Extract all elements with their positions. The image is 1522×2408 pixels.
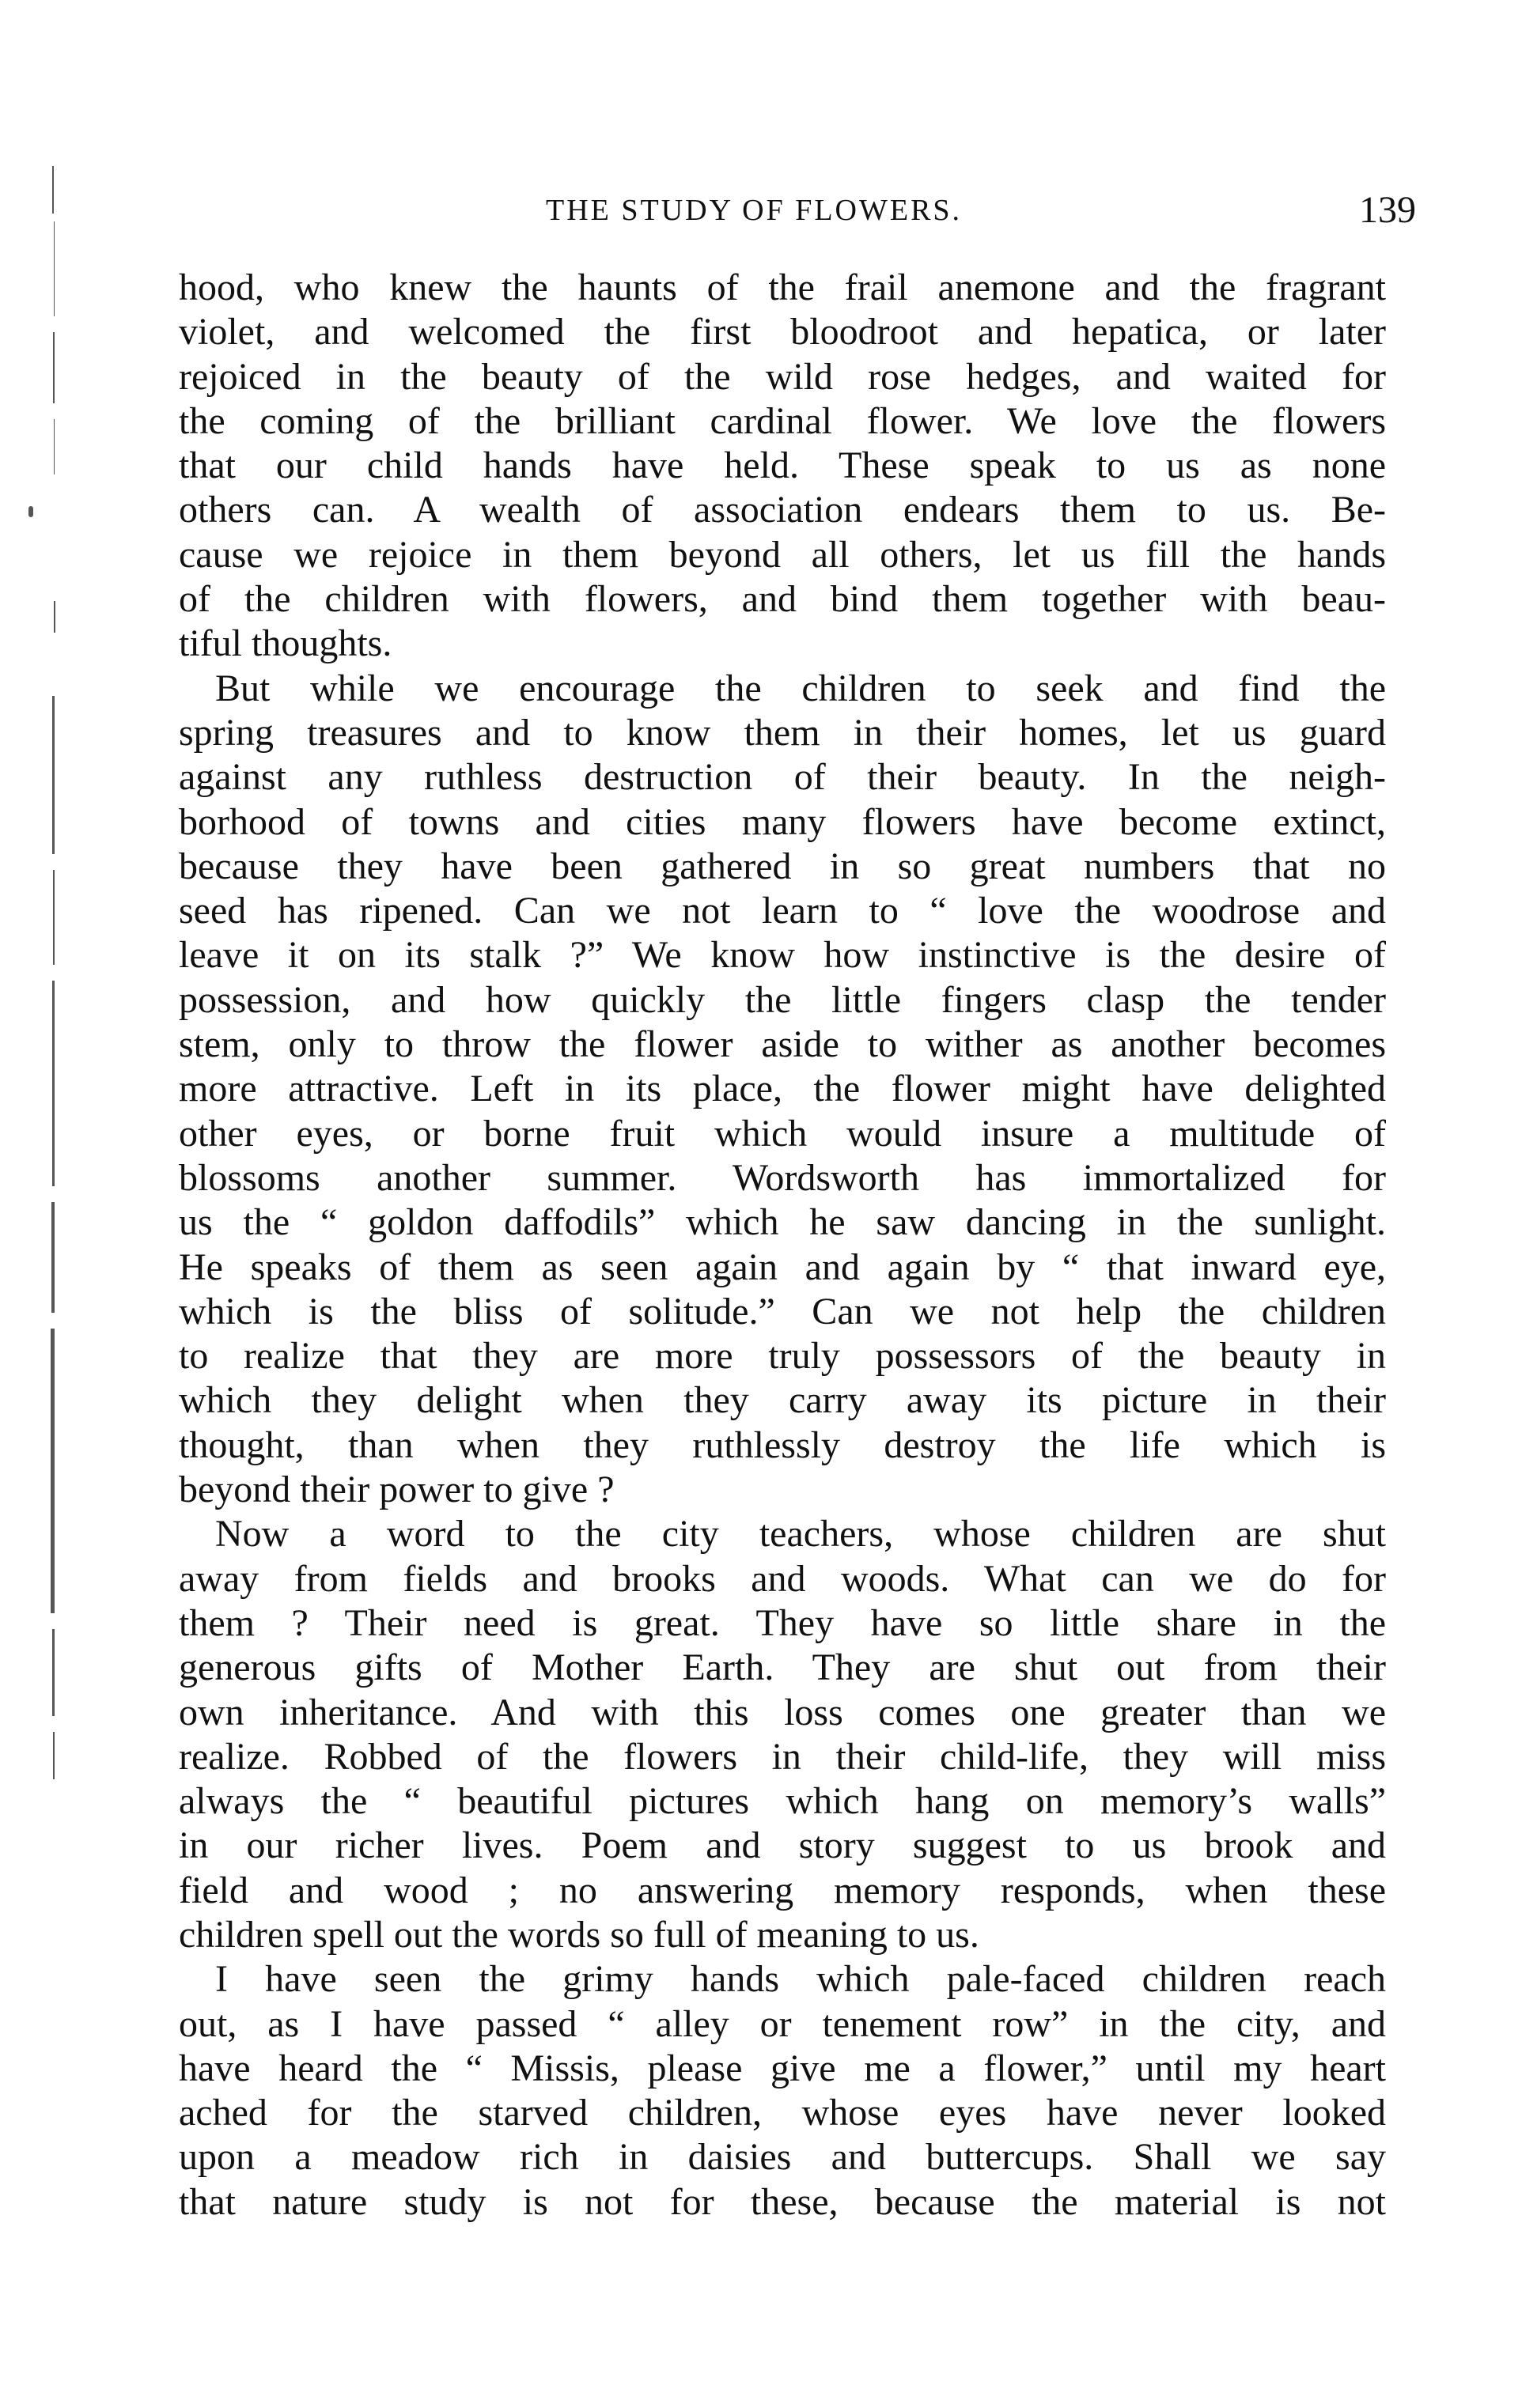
text-line: ached for the starved children, whose eyes have never looked [179, 2092, 1386, 2134]
text-line: leave it on its stalk ?” We know how instinctive is the desire of [179, 934, 1386, 977]
text-line: borhood of towns and cities many flowers have become extinct, [179, 800, 1386, 843]
text-line: possession, and how quickly the little fingers clasp the tender [179, 978, 1386, 1021]
text-line: to realize that they are more truly possessors of the beauty in [179, 1335, 1386, 1378]
text-line: cause we rejoice in them beyond all others, let us fill the hands [179, 533, 1386, 576]
text-line: own inheritance. And with this loss comes one greater than we [179, 1691, 1386, 1733]
body-text [179, 266, 1386, 2225]
text-line: that nature study is not for these, because the material is not [179, 2180, 1386, 2223]
text-line: which is the bliss of solitude.” Can we not help the children [179, 1290, 1386, 1333]
text-line: beyond their power to give ? [179, 1469, 615, 1511]
running-head [182, 189, 1416, 248]
text-line: others can. A wealth of association endears them to us. Be- [179, 489, 1386, 531]
text-line: generous gifts of Mother Earth. They are shut out from their [179, 1646, 1386, 1689]
paragraph-start-line: But while we encourage the children to seek and find the [215, 667, 1386, 709]
text-line: of the children with flowers, and bind them together with beau- [179, 578, 1386, 621]
text-line: always the “ beautiful pictures which hang on memory’s walls” [179, 1780, 1386, 1823]
text-line: upon a meadow rich in daisies and buttercups. Shall we say [179, 2136, 1386, 2179]
text-line: them ? Their need is great. They have so little share in the [179, 1601, 1386, 1644]
text-line: away from fields and brooks and woods. What can we do for [179, 1557, 1386, 1600]
text-line: blossoms another summer. Wordsworth has immortalized for [179, 1156, 1386, 1199]
text-line: which they delight when they carry away its picture in their [179, 1379, 1386, 1422]
text-line: because they have been gathered in so great numbers that no [179, 845, 1386, 887]
text-line: tiful thoughts. [179, 622, 392, 665]
text-line: have heard the “ Missis, please give me a flower,” until my heart [179, 2047, 1386, 2089]
text-line: other eyes, or borne fruit which would insure a multitude of [179, 1112, 1386, 1155]
text-line: realize. Robbed of the flowers in their child-life, they will miss [179, 1735, 1386, 1778]
running-title: THE STUDY OF FLOWERS. [546, 194, 963, 227]
text-line: violet, and welcomed the first bloodroot and hepatica, or later [179, 311, 1386, 353]
paragraph-start-line: Now a word to the city teachers, whose children are shut [215, 1513, 1386, 1556]
text-line: out, as I have passed “ alley or tenement row” in the city, and [179, 2002, 1386, 2045]
text-line: spring treasures and to know them in their homes, let us guard [179, 711, 1386, 754]
paragraph-start-line: I have seen the grimy hands which pale-faced children reach [215, 1958, 1386, 2001]
text-line: children spell out the words so full of meaning to us. [179, 1913, 979, 1956]
text-line: the coming of the brilliant cardinal flower. We love the flowers [179, 399, 1386, 442]
text-line: He speaks of them as seen again and again by “ that inward eye, [179, 1246, 1386, 1288]
text-line: seed has ripened. Can we not learn to “ love the woodrose and [179, 890, 1386, 932]
text-line: more attractive. Left in its place, the flower might have delighted [179, 1068, 1386, 1110]
text-line: rejoiced in the beauty of the wild rose hedges, and waited for [179, 355, 1386, 398]
text-line: thought, than when they ruthlessly destroy the life which is [179, 1423, 1386, 1466]
text-line: us the “ goldon daffodils” which he saw dancing in the sunlight. [179, 1201, 1386, 1244]
text-line: hood, who knew the haunts of the frail anemone and the fragrant [179, 267, 1386, 308]
binding-edge-marks [24, 158, 68, 1803]
text-line: field and wood ; no answering memory responds, when these [179, 1869, 1386, 1911]
text-line: that our child hands have held. These speak to us as none [179, 444, 1386, 487]
text-line: stem, only to throw the flower aside to wither as another becomes [179, 1023, 1386, 1066]
text-line: against any ruthless destruction of their beauty. In the neigh- [179, 756, 1386, 799]
page-number: 139 [1359, 189, 1416, 231]
text-line: in our richer lives. Poem and story suggest to us brook and [179, 1824, 1386, 1867]
